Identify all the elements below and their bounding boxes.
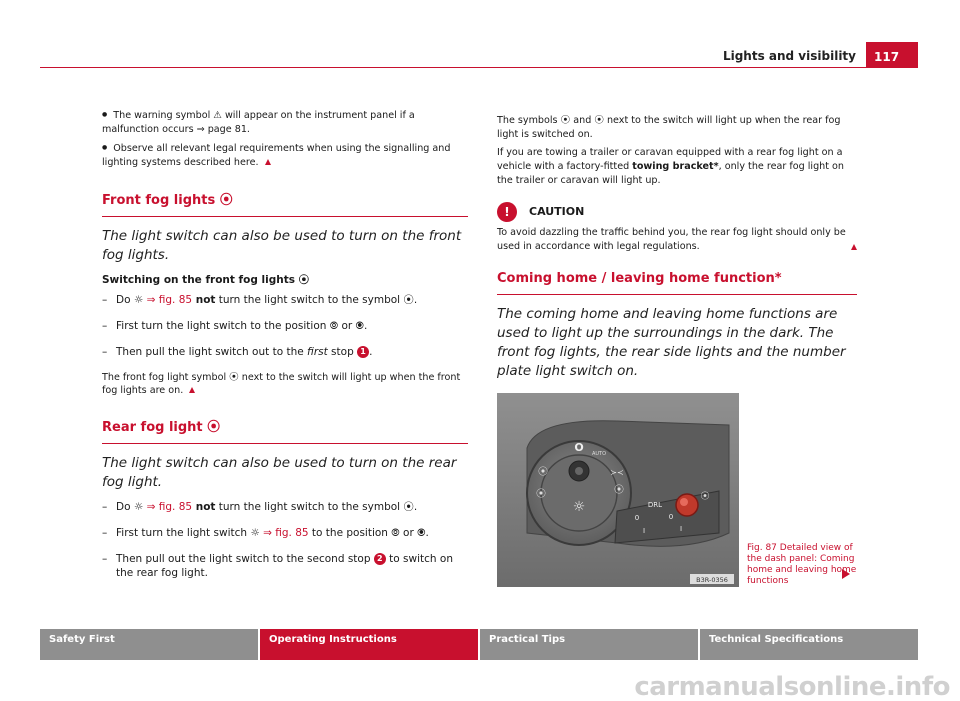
section-title-front-fog: Front fog lights ⦿ (102, 194, 468, 217)
tab-practical-tips[interactable]: Practical Tips (480, 629, 698, 660)
svg-text:0: 0 (634, 514, 640, 522)
svg-text:⦿: ⦿ (614, 485, 624, 496)
section-end-marker (265, 159, 271, 165)
section-title-rear-fog: Rear fog light ⦿ (102, 421, 468, 444)
svg-text:☼: ☼ (572, 499, 586, 515)
section-end-marker (189, 387, 195, 393)
tab-operating-instructions[interactable]: Operating Instructions (260, 629, 478, 660)
dash-panel-illustration (497, 393, 739, 587)
step: – Then pull the light switch out to the first stop 1 . (102, 345, 468, 359)
svg-text:I: I (679, 525, 683, 533)
step: – Do ☼ ⇒ fig. 85 not turn the light switch to the symbol ⦿. (102, 500, 468, 514)
svg-text:≻≺: ≻≺ (610, 468, 624, 477)
section-lead-rear-fog: The light switch can also be used to turn on the rear fog light. (102, 455, 457, 490)
step: – Then pull out the light switch to the second stop 2 to switch on the rear fog light. (102, 552, 468, 580)
page-section-title: Lights and visibility (722, 49, 856, 63)
header-rule (40, 67, 918, 68)
paragraph-rear-symbols: The symbols ⦿ and ⦿ next to the switch will light up when the rear fog light is switched on. (497, 115, 841, 140)
section-lead-front-fog: The light switch can also be used to turn on the front fog lights. (102, 228, 462, 263)
fig-ref-link[interactable]: ⇒ fig. 85 (146, 294, 193, 306)
light-switch-drawing (497, 393, 739, 587)
caution-label: CAUTION (529, 205, 585, 218)
svg-text:DRL: DRL (647, 501, 663, 509)
svg-text:0: 0 (668, 513, 674, 521)
continue-arrow-icon (842, 569, 850, 579)
note-front-fog: The front fog light symbol ⦿ next to the switch will light up when the front fog lights are on. (102, 372, 461, 396)
svg-text:⦿: ⦿ (538, 467, 548, 478)
svg-text:⦿: ⦿ (700, 492, 710, 502)
paragraph-towing: If you are towing a trailer or caravan equipped with a rear fog light on a vehicle with a factory-fitted towing bracket*, only the rear fog light on the trailer or caravan will light up. (497, 147, 845, 186)
section-lead-coming-home: The coming home and leaving home functions are used to light up the surroundings in the dark. The front fog lights, the rear side lights and the number plate light switch on. (497, 306, 846, 379)
section-end-marker (851, 244, 857, 250)
step: – First turn the light switch ☼ ⇒ fig. 85 to the position ⦾ or ⦿. (102, 526, 468, 540)
callout-badge: 2 (374, 553, 386, 565)
chapter-tabs (40, 629, 918, 660)
fig-ref-link[interactable]: ⇒ fig. 85 (263, 527, 309, 539)
bullet-legal: ● Observe all relevant legal requirements when using the signalling and lighting systems described here. (102, 141, 468, 170)
svg-text:⦿: ⦿ (536, 489, 546, 500)
figure-caption: Fig. 87 Detailed view of the dash panel: Coming home and leaving home functions (747, 543, 857, 586)
tab-safety-first[interactable]: Safety First (40, 629, 258, 660)
callout-badge: 1 (357, 346, 369, 358)
watermark: carmanualsonline.info (634, 672, 950, 701)
figure-code: B3R-0356 (696, 576, 728, 584)
left-column (102, 108, 468, 592)
fig-ref-link[interactable]: ⇒ fig. 85 (146, 501, 193, 513)
step: – Do ☼ ⇒ fig. 85 not turn the light switch to the symbol ⦿. (102, 293, 468, 307)
caution-text: To avoid dazzling the traffic behind you, the rear fog light should only be used in accordance with legal regulations. (497, 226, 857, 254)
step: – First turn the light switch to the position ⦾ or ⦿. (102, 319, 468, 333)
tab-technical-specifications[interactable]: Technical Specifications (700, 629, 918, 660)
page-number: 117 (866, 42, 918, 67)
right-column (497, 114, 857, 587)
caution-icon: ! (497, 202, 517, 222)
caution-header (497, 202, 857, 222)
svg-text:AUTO: AUTO (591, 451, 607, 457)
svg-text:O: O (574, 441, 584, 454)
section-title-coming-home: Coming home / leaving home function* (497, 272, 857, 295)
bullet-warning: ● The warning symbol ⚠ will appear on the instrument panel if a malfunction occurs ⇒ page 81. (102, 108, 468, 137)
subheading-front-fog: Switching on the front fog lights ⦿ (102, 274, 310, 286)
svg-text:I: I (642, 527, 646, 535)
figure-87 (497, 393, 857, 587)
